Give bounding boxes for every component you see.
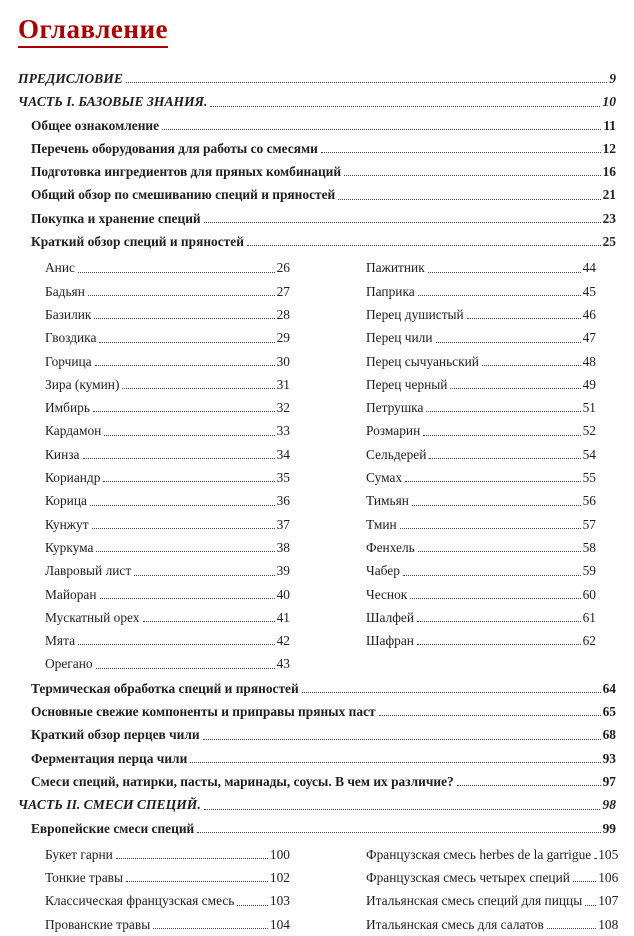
- toc-entry[interactable]: [45, 606, 290, 629]
- dot-leader: [321, 152, 601, 153]
- dot-leader: [547, 928, 596, 929]
- toc-entry[interactable]: [366, 583, 596, 606]
- toc-entry[interactable]: [366, 913, 618, 936]
- toc-entry-page: 108: [598, 916, 619, 932]
- toc-entry-label: Тонкие травы: [45, 870, 123, 886]
- toc-entry-label: Мускатный орех: [45, 609, 140, 625]
- toc-entry[interactable]: [366, 396, 596, 419]
- toc-entry-label: Куркума: [45, 539, 94, 555]
- toc-entry-label: Корица: [45, 493, 87, 509]
- toc-entry-page: 11: [603, 117, 616, 133]
- dot-leader: [429, 458, 580, 459]
- toc-entry[interactable]: [18, 793, 616, 816]
- toc-entry-page: 48: [582, 353, 596, 369]
- dot-leader: [78, 272, 275, 273]
- toc-entry-page: 29: [276, 330, 290, 346]
- toc-entry-page: 93: [602, 750, 616, 766]
- toc-entry-label: Розмарин: [366, 423, 421, 439]
- toc-entry-page: 49: [582, 376, 596, 392]
- toc-entry-label: Гвоздика: [45, 330, 97, 346]
- toc-entry[interactable]: [366, 536, 596, 559]
- dot-leader: [100, 598, 275, 599]
- toc-entry-label: Основные свежие компоненты и приправы пряных паст: [31, 704, 376, 720]
- dot-leader: [88, 295, 275, 296]
- toc-entry[interactable]: [45, 652, 290, 675]
- toc-entry-page: 100: [269, 846, 290, 862]
- toc-entry-page: 43: [276, 656, 290, 672]
- toc-entry-page: 55: [582, 470, 596, 486]
- toc-entry[interactable]: [45, 443, 290, 466]
- page-title-text: Оглавление: [18, 14, 168, 48]
- toc-entry-page: 36: [276, 493, 290, 509]
- dot-leader: [190, 762, 600, 763]
- toc-entry-page: 56: [582, 493, 596, 509]
- dot-leader: [405, 481, 580, 482]
- toc-entry-label: Орегано: [45, 656, 93, 672]
- dot-leader: [585, 905, 596, 906]
- toc-entry-label: Общий обзор по смешиванию специй и пряностей: [31, 187, 336, 203]
- dot-leader: [426, 411, 580, 412]
- toc-entry-page: 9: [609, 71, 616, 86]
- toc-entry[interactable]: [18, 114, 616, 137]
- toc-entry-page: 99: [602, 820, 616, 836]
- toc-entry-label: Базилик: [45, 306, 92, 322]
- toc-entry-page: 62: [582, 633, 596, 649]
- toc-entry-label: Майоран: [45, 586, 97, 602]
- toc-entry-page: 38: [276, 539, 290, 555]
- toc-entry[interactable]: [18, 207, 616, 230]
- toc-entry-page: 26: [276, 260, 290, 276]
- mix-column-left: [45, 843, 290, 936]
- dot-leader: [344, 175, 601, 176]
- toc-entry-page: 104: [269, 916, 290, 932]
- toc-entry-page: 61: [582, 609, 596, 625]
- toc-entry-label: Ферментация перца чили: [31, 750, 188, 766]
- toc-entry[interactable]: [18, 770, 616, 793]
- toc-entry[interactable]: [45, 373, 290, 396]
- toc-entry-page: 25: [602, 234, 616, 250]
- toc-entry-label: Французская смесь herbes de la garrigue: [366, 846, 592, 862]
- toc-entry[interactable]: [18, 677, 616, 700]
- toc-entry[interactable]: [45, 419, 290, 442]
- dot-leader: [104, 435, 274, 436]
- dot-leader: [99, 342, 274, 343]
- toc-entry[interactable]: [45, 629, 290, 652]
- dot-leader: [203, 739, 601, 740]
- toc-entry-page: 23: [602, 210, 616, 226]
- toc-entry[interactable]: [366, 843, 618, 866]
- toc-entry[interactable]: [18, 90, 616, 113]
- toc-entry-page: 21: [602, 187, 616, 203]
- dot-leader: [573, 881, 596, 882]
- toc-entry-label: Французская смесь четырех специй: [366, 870, 570, 886]
- dot-leader: [417, 621, 581, 622]
- toc-entry-label: Имбирь: [45, 400, 90, 416]
- toc-entry-page: 39: [276, 563, 290, 579]
- dot-leader: [436, 342, 581, 343]
- toc-entry[interactable]: [18, 700, 616, 723]
- dot-leader: [83, 458, 275, 459]
- toc-entry-label: Анис: [45, 260, 75, 276]
- dot-leader: [423, 435, 580, 436]
- toc-entry[interactable]: [366, 419, 596, 442]
- toc-entry[interactable]: [45, 843, 290, 866]
- toc-entry-page: 33: [276, 423, 290, 439]
- toc-entry-label: Горчица: [45, 353, 92, 369]
- toc-entry-page: 60: [582, 586, 596, 602]
- toc-entry[interactable]: [45, 280, 290, 303]
- toc-entry-label: Перец сычуаньский: [366, 353, 479, 369]
- dot-leader: [90, 505, 275, 506]
- toc-entry[interactable]: [45, 396, 290, 419]
- toc-entry-page: 44: [582, 260, 596, 276]
- toc-entry[interactable]: [45, 913, 290, 936]
- dot-leader: [428, 272, 581, 273]
- toc-entry-page: 46: [582, 306, 596, 322]
- toc-entry-label: Чеснок: [366, 586, 408, 602]
- toc-entry[interactable]: [18, 183, 616, 206]
- toc-entry-page: 103: [269, 893, 290, 909]
- toc-entry-label: Тимьян: [366, 493, 409, 509]
- dot-leader: [417, 644, 581, 645]
- toc-entry[interactable]: [366, 326, 596, 349]
- page-title: [18, 14, 616, 48]
- dot-leader: [400, 528, 581, 529]
- toc-entry-label: Кардамон: [45, 423, 102, 439]
- toc-entry-label: Общее ознакомление: [31, 117, 160, 133]
- dot-leader: [103, 481, 274, 482]
- toc-entry[interactable]: [45, 489, 290, 512]
- toc-entry-page: 16: [602, 164, 616, 180]
- toc-entry-page: 41: [276, 609, 290, 625]
- toc-entry-label: Классическая французская смесь: [45, 893, 235, 909]
- toc-entry-page: 68: [602, 727, 616, 743]
- toc-entry-label: Сумах: [366, 470, 403, 486]
- toc-entry-page: 107: [598, 893, 619, 909]
- toc-entry[interactable]: [18, 67, 616, 90]
- toc-entry-label: Итальянская смесь для салатов: [366, 916, 544, 932]
- dot-leader: [78, 644, 275, 645]
- toc-entry-label: ПРЕДИСЛОВИЕ: [18, 71, 123, 86]
- dot-leader: [116, 858, 268, 859]
- toc-entry[interactable]: [18, 137, 616, 160]
- toc-entry-label: Покупка и хранение специй: [31, 210, 201, 226]
- spice-column-left: [45, 256, 290, 675]
- dot-leader: [134, 575, 274, 576]
- toc-entry-label: Перец черный: [366, 376, 448, 392]
- toc-entry-page: 65: [602, 704, 616, 720]
- dot-leader: [467, 318, 581, 319]
- toc-entry-page: 54: [582, 446, 596, 462]
- toc-entry-page: 57: [582, 516, 596, 532]
- mix-column-right: [366, 843, 618, 936]
- spice-columns: [45, 256, 616, 675]
- toc-entry-label: Перец душистый: [366, 306, 464, 322]
- dot-leader: [122, 388, 274, 389]
- toc-entry[interactable]: [366, 513, 596, 536]
- dot-leader: [210, 106, 600, 107]
- toc-entry[interactable]: [18, 160, 616, 183]
- toc-entry[interactable]: [366, 889, 618, 912]
- dot-leader: [126, 82, 607, 83]
- toc-entry[interactable]: [45, 583, 290, 606]
- toc-entry-label: Бадьян: [45, 283, 85, 299]
- toc-entry-label: Чабер: [366, 563, 400, 579]
- toc-entry[interactable]: [45, 256, 290, 279]
- dot-leader: [204, 809, 601, 810]
- toc-entry-page: 102: [269, 870, 290, 886]
- dot-leader: [92, 528, 275, 529]
- toc-top-list: [18, 67, 616, 253]
- toc-entry-page: 35: [276, 470, 290, 486]
- toc-entry[interactable]: [18, 723, 616, 746]
- toc-entry[interactable]: [366, 303, 596, 326]
- toc-entry[interactable]: [45, 889, 290, 912]
- toc-entry-page: 27: [276, 283, 290, 299]
- dot-leader: [412, 505, 581, 506]
- toc-entry-page: 51: [582, 400, 596, 416]
- toc-entry-label: Прованские травы: [45, 916, 151, 932]
- toc-entry-label: Фенхель: [366, 539, 415, 555]
- toc-entry-label: Зира (кумин): [45, 376, 120, 392]
- toc-entry-page: 42: [276, 633, 290, 649]
- toc-entry[interactable]: [366, 606, 596, 629]
- toc-mid-list: [18, 677, 616, 840]
- dot-leader: [143, 621, 275, 622]
- dot-leader: [247, 245, 601, 246]
- dot-leader: [403, 575, 581, 576]
- toc-entry-label: Европейские смеси специй: [31, 820, 195, 836]
- toc-entry-label: Перечень оборудования для работы со смесями: [31, 140, 318, 156]
- toc-entry-label: Шалфей: [366, 609, 415, 625]
- dot-leader: [96, 668, 275, 669]
- dot-leader: [237, 905, 268, 906]
- toc-entry[interactable]: [366, 866, 618, 889]
- toc-entry-page: 106: [598, 870, 619, 886]
- toc-entry-label: Лавровый лист: [45, 563, 132, 579]
- toc-entry-label: Подготовка ингредиентов для пряных комбинаций: [31, 164, 342, 180]
- toc-entry-page: 52: [582, 423, 596, 439]
- toc-entry[interactable]: [366, 559, 596, 582]
- dot-leader: [410, 598, 580, 599]
- toc-entry-label: Кунжут: [45, 516, 89, 532]
- toc-entry-page: 105: [598, 846, 619, 862]
- toc-entry-page: 59: [582, 563, 596, 579]
- dot-leader: [450, 388, 580, 389]
- toc-entry[interactable]: [366, 443, 596, 466]
- toc-entry-label: Кориандр: [45, 470, 101, 486]
- dot-leader: [418, 551, 581, 552]
- dot-leader: [162, 129, 601, 130]
- toc-entry-page: 31: [276, 376, 290, 392]
- dot-leader: [153, 928, 268, 929]
- dot-leader: [594, 858, 596, 859]
- toc-entry-page: 98: [602, 797, 616, 813]
- toc-entry-label: Тмин: [366, 516, 397, 532]
- toc-entry-label: Сельдерей: [366, 446, 427, 462]
- dot-leader: [126, 881, 268, 882]
- toc-entry[interactable]: [45, 466, 290, 489]
- toc-entry-label: Шафран: [366, 633, 414, 649]
- toc-entry-label: Перец чили: [366, 330, 433, 346]
- toc-entry[interactable]: [45, 326, 290, 349]
- toc-entry-page: 37: [276, 516, 290, 532]
- dot-leader: [482, 365, 581, 366]
- dot-leader: [338, 199, 600, 200]
- toc-entry[interactable]: [366, 629, 596, 652]
- toc-entry-page: 34: [276, 446, 290, 462]
- toc-entry-page: 97: [602, 773, 616, 789]
- toc-entry[interactable]: [45, 350, 290, 373]
- toc-entry-label: Петрушка: [366, 400, 424, 416]
- toc-entry[interactable]: [45, 866, 290, 889]
- toc-entry[interactable]: [366, 489, 596, 512]
- dot-leader: [302, 692, 601, 693]
- toc-entry[interactable]: [18, 747, 616, 770]
- spice-column-right: [366, 256, 596, 675]
- toc-entry[interactable]: [45, 513, 290, 536]
- toc-entry-page: 40: [276, 586, 290, 602]
- toc-entry-page: 10: [602, 94, 616, 110]
- toc-entry-label: Паприка: [366, 283, 415, 299]
- dot-leader: [94, 318, 274, 319]
- mix-columns: [45, 843, 619, 936]
- toc-entry-label: Букет гарни: [45, 846, 113, 862]
- toc-entry-page: 32: [276, 400, 290, 416]
- toc-entry-label: Итальянская смесь специй для пиццы: [366, 893, 583, 909]
- dot-leader: [93, 411, 275, 412]
- toc-entry-page: 58: [582, 539, 596, 555]
- toc-entry-label: Кинза: [45, 446, 80, 462]
- toc-entry-label: Краткий обзор перцев чили: [31, 727, 200, 743]
- toc-entry-label: Термическая обработка специй и пряностей: [31, 680, 299, 696]
- toc-entry-page: 45: [582, 283, 596, 299]
- toc-entry[interactable]: [45, 303, 290, 326]
- toc-entry-page: 30: [276, 353, 290, 369]
- dot-leader: [197, 832, 600, 833]
- toc-entry-label: Смеси специй, натирки, пасты, маринады, соусы. В чем их различие?: [31, 773, 454, 789]
- toc-entry-page: 64: [602, 680, 616, 696]
- toc-entry-label: ЧАСТЬ I. БАЗОВЫЕ ЗНАНИЯ.: [18, 94, 208, 110]
- toc-entry-label: ЧАСТЬ II. СМЕСИ СПЕЦИЙ.: [18, 797, 201, 813]
- toc-entry[interactable]: [366, 373, 596, 396]
- toc-entry-page: 12: [602, 140, 616, 156]
- toc-entry[interactable]: [45, 559, 290, 582]
- toc-entry[interactable]: [366, 350, 596, 373]
- dot-leader: [96, 551, 274, 552]
- toc-entry[interactable]: [45, 536, 290, 559]
- toc-entry[interactable]: [18, 230, 616, 253]
- toc-entry[interactable]: [366, 466, 596, 489]
- dot-leader: [418, 295, 581, 296]
- dot-leader: [457, 785, 601, 786]
- dot-leader: [204, 222, 601, 223]
- dot-leader: [379, 715, 601, 716]
- toc-entry[interactable]: [18, 817, 616, 840]
- toc-entry[interactable]: [366, 256, 596, 279]
- toc-entry-label: Краткий обзор специй и пряностей: [31, 234, 244, 250]
- toc-entry-page: 47: [582, 330, 596, 346]
- toc-entry-page: 28: [276, 306, 290, 322]
- toc-entry-label: Пажитник: [366, 260, 425, 276]
- dot-leader: [95, 365, 275, 366]
- toc-entry[interactable]: [366, 280, 596, 303]
- toc-entry-label: Мята: [45, 633, 76, 649]
